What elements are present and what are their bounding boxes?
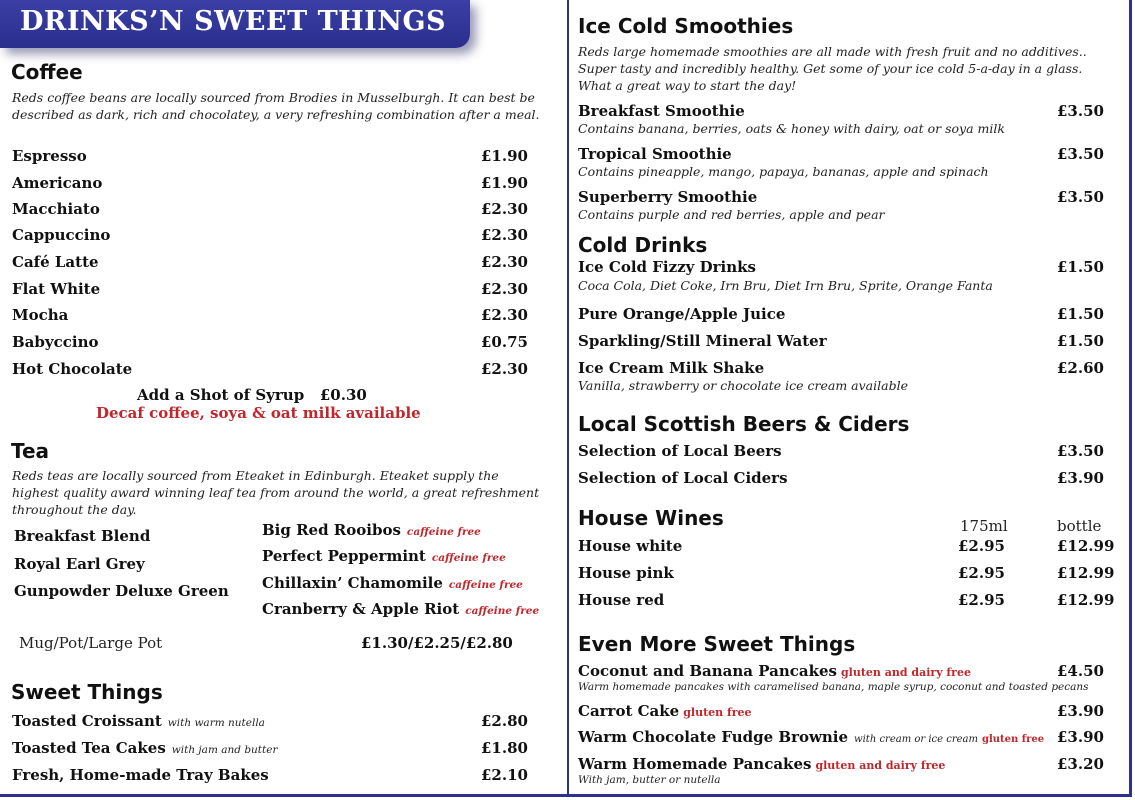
coffee-price: £2.30 xyxy=(481,253,528,271)
more-item xyxy=(578,755,945,773)
sweet-item xyxy=(12,739,277,757)
beer-price: £3.50 xyxy=(1057,442,1104,460)
cold-item: Ice Cream Milk Shake xyxy=(578,359,765,377)
smoothie-item: Superberry Smoothie xyxy=(578,188,758,206)
more-price: £3.20 xyxy=(1057,755,1104,773)
coffee-item: Mocha xyxy=(12,306,69,324)
coffee-item: Café Latte xyxy=(12,253,99,271)
sweet-note: with jam and butter xyxy=(171,744,278,756)
decaf-note: Decaf coffee, soya & oat milk available xyxy=(96,404,421,422)
sweet-item xyxy=(12,712,265,730)
smoothie-sub: Contains banana, berries, oats & honey with dairy, oat or soya milk xyxy=(578,121,1005,136)
banner-title: DRINKS’N SWEET THINGS xyxy=(20,6,447,37)
smoothie-price: £3.50 xyxy=(1057,102,1104,120)
coffee-item: Babyccino xyxy=(12,333,99,351)
tea-item: Royal Earl Grey xyxy=(14,555,145,573)
cold-sub: Coca Cola, Diet Coke, Irn Bru, Diet Irn Bru, Sprite, Orange Fanta xyxy=(578,278,993,293)
cold-price: £1.50 xyxy=(1057,332,1104,350)
beers-heading: Local Scottish Beers & Ciders xyxy=(578,412,910,436)
wine-item: House pink xyxy=(578,564,674,582)
tea-item-caffeine-free xyxy=(262,547,506,565)
tea-item: Gunpowder Deluxe Green xyxy=(14,582,229,600)
dietary-tag: gluten free xyxy=(683,706,752,719)
cold-item: Pure Orange/Apple Juice xyxy=(578,305,786,323)
wine-bottle-price: £12.99 xyxy=(1057,591,1115,609)
smoothies-heading: Ice Cold Smoothies xyxy=(578,14,794,38)
more-name: Carrot Cake xyxy=(578,702,680,720)
sweet-price: £2.80 xyxy=(481,712,528,730)
more-item xyxy=(578,728,1044,746)
cold-item: Sparkling/Still Mineral Water xyxy=(578,332,827,350)
caffeine-free-tag: caffeine free xyxy=(465,605,540,617)
sweet-heading: Sweet Things xyxy=(11,680,163,704)
wines-heading: House Wines xyxy=(578,506,724,530)
more-item xyxy=(578,662,971,680)
coffee-price: £2.30 xyxy=(481,306,528,324)
wine-item: House white xyxy=(578,537,683,555)
wine-item: House red xyxy=(578,591,665,609)
beer-item: Selection of Local Beers xyxy=(578,442,782,460)
more-sub: Warm homemade pancakes with caramelised banana, maple syrup, coconut and toasted pecans xyxy=(578,681,1089,693)
smoothies-desc-line: What a great way to start the day! xyxy=(578,78,797,93)
sweet-note: with warm nutella xyxy=(167,717,265,729)
sweet-item: Fresh, Home-made Tray Bakes xyxy=(12,766,269,784)
wines-col-bottle: bottle xyxy=(1057,517,1102,535)
caffeine-free-tag: caffeine free xyxy=(448,579,523,591)
tea-name: Chillaxin’ Chamomile xyxy=(262,574,443,592)
caffeine-free-tag: caffeine free xyxy=(431,552,506,564)
tea-size-label: Mug/Pot/Large Pot xyxy=(19,634,163,652)
syrup-note: Add a Shot of Syrup £0.30 xyxy=(137,386,367,404)
smoothie-item: Tropical Smoothie xyxy=(578,145,732,163)
sweet-price: £2.10 xyxy=(481,766,528,784)
coffee-item: Americano xyxy=(12,174,103,192)
coffee-heading: Coffee xyxy=(11,60,83,84)
cold-item: Ice Cold Fizzy Drinks xyxy=(578,258,756,276)
smoothie-item: Breakfast Smoothie xyxy=(578,102,745,120)
coffee-price: £1.90 xyxy=(481,147,528,165)
smoothie-price: £3.50 xyxy=(1057,145,1104,163)
caffeine-free-tag: caffeine free xyxy=(406,526,481,538)
wine-glass-price: £2.95 xyxy=(958,564,1005,582)
coffee-price: £0.75 xyxy=(481,333,528,351)
coffee-item: Flat White xyxy=(12,280,101,298)
more-price: £3.90 xyxy=(1057,728,1104,746)
cold-sub: Vanilla, strawberry or chocolate ice cream available xyxy=(578,378,908,393)
dietary-tag: gluten and dairy free xyxy=(815,759,946,772)
coffee-item: Cappuccino xyxy=(12,226,111,244)
wine-bottle-price: £12.99 xyxy=(1057,564,1115,582)
tea-size-price: £1.30/£2.25/£2.80 xyxy=(361,634,513,652)
sweet-price: £1.80 xyxy=(481,739,528,757)
dietary-tag: gluten free xyxy=(981,734,1045,745)
tea-description: Reds teas are locally sourced from Eteaket in Edinburgh. Eteaket supply the highest quality award winning leaf tea from around the world, a great refreshment throughout the day. xyxy=(12,468,540,517)
more-heading: Even More Sweet Things xyxy=(578,632,856,656)
more-price: £4.50 xyxy=(1057,662,1104,680)
more-price: £3.90 xyxy=(1057,702,1104,720)
tea-name: Big Red Rooibos xyxy=(262,521,401,539)
wine-bottle-price: £12.99 xyxy=(1057,537,1115,555)
more-sub: With jam, butter or nutella xyxy=(578,774,721,786)
tea-name: Perfect Peppermint xyxy=(262,547,426,565)
beer-price: £3.90 xyxy=(1057,469,1104,487)
sweet-name: Toasted Tea Cakes xyxy=(12,739,166,757)
coffee-price: £2.30 xyxy=(481,200,528,218)
more-note: with cream or ice cream xyxy=(854,734,978,745)
tea-item-caffeine-free xyxy=(262,521,481,539)
coffee-description: Reds coffee beans are locally sourced from Brodies in Musselburgh. It can best be described as dark, rich and chocolatey, a very refreshing combination after a meal. xyxy=(12,90,540,122)
smoothie-sub: Contains purple and red berries, apple and pear xyxy=(578,207,885,222)
title-banner xyxy=(0,0,470,48)
column-divider xyxy=(567,0,569,797)
coffee-item: Macchiato xyxy=(12,200,100,218)
more-name: Warm Chocolate Fudge Brownie xyxy=(578,728,849,746)
coffee-price: £2.30 xyxy=(481,280,528,298)
tea-heading: Tea xyxy=(11,439,50,463)
beer-item: Selection of Local Ciders xyxy=(578,469,788,487)
wines-col-glass: 175ml xyxy=(960,517,1008,535)
wine-glass-price: £2.95 xyxy=(958,537,1005,555)
tea-item-caffeine-free xyxy=(262,600,539,618)
cold-heading: Cold Drinks xyxy=(578,233,708,257)
cold-price: £1.50 xyxy=(1057,305,1104,323)
smoothies-desc-line: Super tasty and incredibly healthy. Get some of your ice cold 5-a-day in a glass. xyxy=(578,61,1083,76)
cold-price: £1.50 xyxy=(1057,258,1104,276)
smoothies-desc-line: Reds large homemade smoothies are all made with fresh fruit and no additives.. xyxy=(578,44,1087,59)
more-name: Coconut and Banana Pancakes xyxy=(578,662,837,680)
more-item xyxy=(578,702,752,720)
coffee-price: £2.30 xyxy=(481,226,528,244)
tea-name: Cranberry & Apple Riot xyxy=(262,600,460,618)
coffee-price: £2.30 xyxy=(481,360,528,378)
smoothie-price: £3.50 xyxy=(1057,188,1104,206)
coffee-item: Hot Chocolate xyxy=(12,360,133,378)
coffee-item: Espresso xyxy=(12,147,87,165)
coffee-price: £1.90 xyxy=(481,174,528,192)
tea-item-caffeine-free xyxy=(262,574,523,592)
dietary-tag: gluten and dairy free xyxy=(840,666,971,679)
sweet-name: Toasted Croissant xyxy=(12,712,162,730)
smoothie-sub: Contains pineapple, mango, papaya, bananas, apple and spinach xyxy=(578,164,989,179)
wine-glass-price: £2.95 xyxy=(958,591,1005,609)
cold-price: £2.60 xyxy=(1057,359,1104,377)
more-name: Warm Homemade Pancakes xyxy=(578,755,812,773)
tea-item: Breakfast Blend xyxy=(14,527,151,545)
